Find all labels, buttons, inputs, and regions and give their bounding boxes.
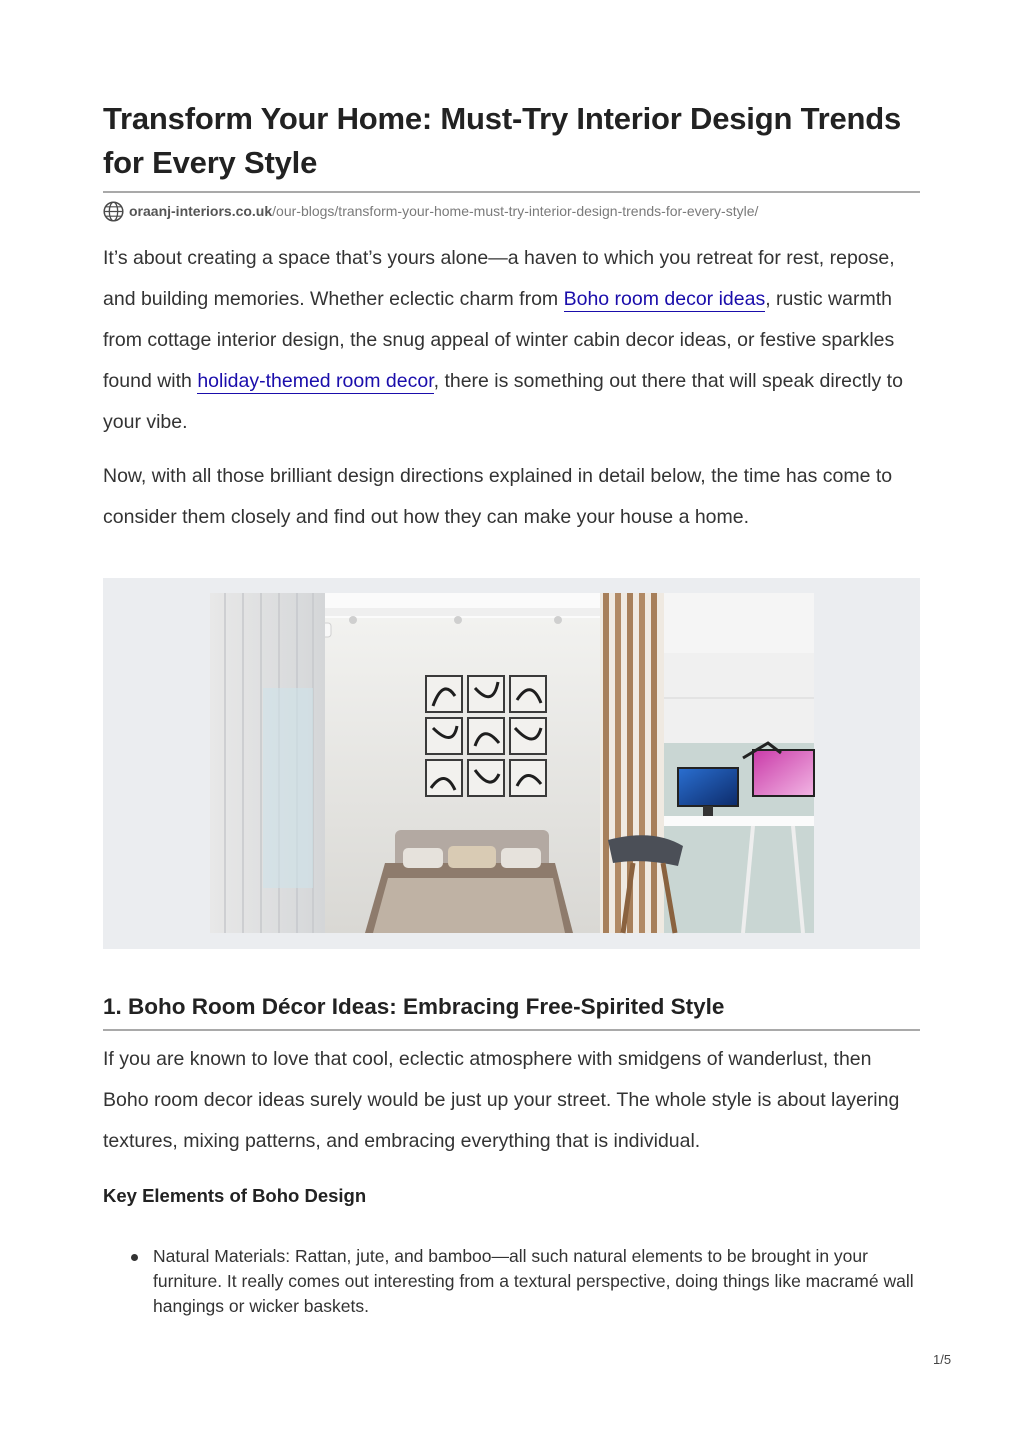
article-title: Transform Your Home: Must-Try Interior Design Trends for Every Style xyxy=(103,101,902,180)
key-elements-list xyxy=(103,1244,920,1319)
source-path: /our-blogs/transform-your-home-must-try-interior-design-trends-for-every-style/ xyxy=(272,203,759,219)
key-elements-heading: Key Elements of Boho Design xyxy=(103,1185,367,1206)
section-paragraph: If you are known to love that cool, eclectic atmosphere with smidgens of wanderlust, then Boho room decor ideas surely would be just up your street. The whole style is about layering textures, mixing patterns, and embracing everything that is individual. xyxy=(103,1048,900,1152)
section-heading-boho: 1. Boho Room Décor Ideas: Embracing Free-Spirited Style xyxy=(103,994,725,1019)
page-number: 1/5 xyxy=(933,1352,952,1367)
section-divider xyxy=(103,1029,920,1031)
intro-paragraph-1 xyxy=(103,238,920,443)
globe-icon xyxy=(103,201,124,222)
bullet-icon xyxy=(131,1254,138,1261)
intro-text-1: It’s about creating a space that’s yours alone—a haven to which you retreat for rest, repose, and building memories. Whether eclectic charm from xyxy=(103,247,895,310)
intro-text-2: , rustic warmth from cottage interior design, the snug appeal of winter cabin decor ideas, or festive sparkles found with xyxy=(103,288,895,392)
intro-paragraph-2: Now, with all those brilliant design directions explained in detail below, the time has come to consider them closely and find out how they can make your house a home. xyxy=(103,465,893,528)
title-divider xyxy=(103,191,920,193)
boho-decor-link[interactable]: Boho room decor ideas xyxy=(563,288,766,310)
bedroom-photo xyxy=(103,578,920,949)
list-item-text: Natural Materials: Rattan, jute, and bamboo—all such natural elements to be brought in your furniture. It really comes out interesting from a textural perspective, doing things like macramé wall hangings or wicker baskets. xyxy=(153,1246,914,1316)
list-item xyxy=(103,1244,920,1319)
source-url[interactable] xyxy=(103,200,758,222)
intro-text-3: , there is something out there that will speak directly to your vibe. xyxy=(103,370,903,433)
source-domain: oraanj-interiors.co.uk xyxy=(129,203,273,219)
holiday-decor-link[interactable]: holiday-themed room decor xyxy=(197,370,434,392)
